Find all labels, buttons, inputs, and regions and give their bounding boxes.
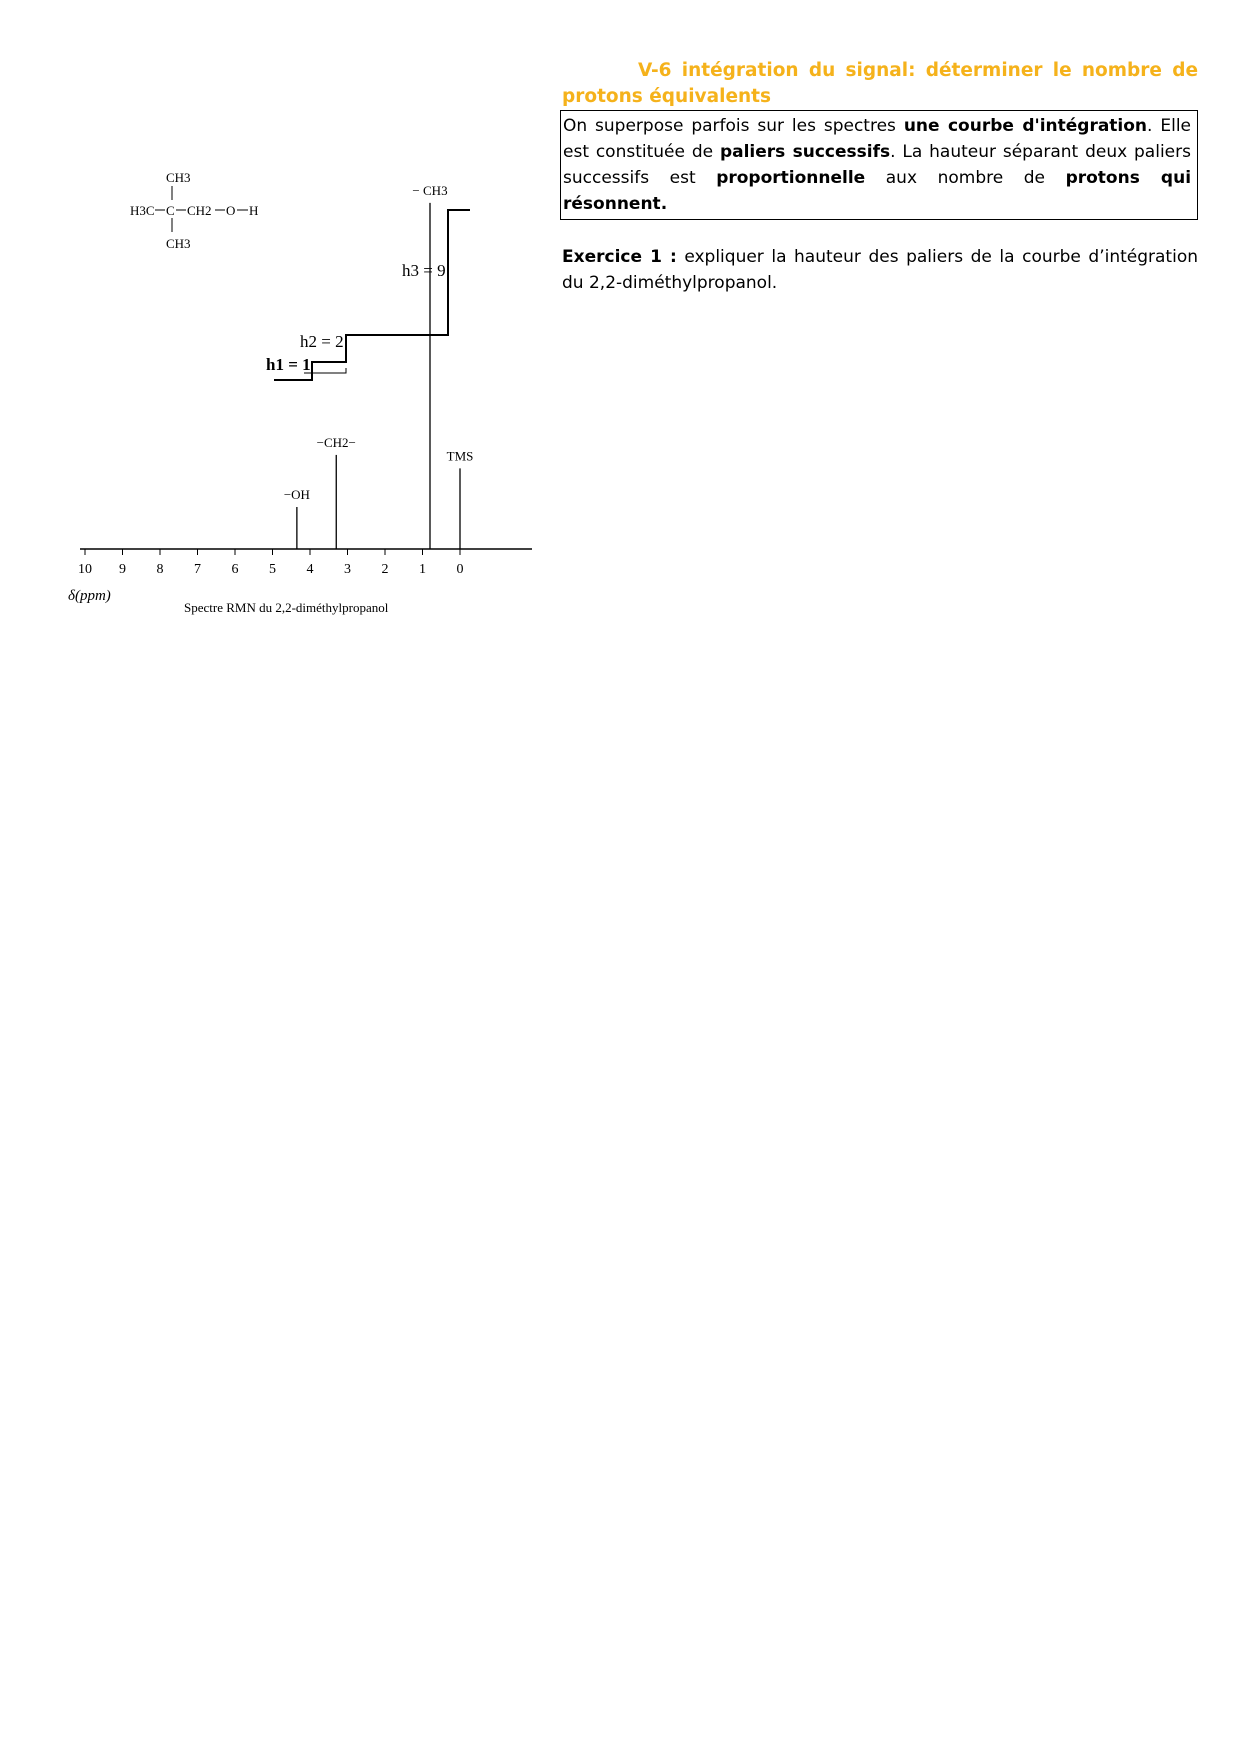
x-tick-label: 3 [344,562,351,577]
x-tick-label: 9 [119,562,126,577]
section-heading [562,58,1198,84]
x-tick-label: 1 [419,562,426,577]
definition-text: . [660,194,668,214]
definition-text: . La hauteur séparant deux paliers successifs est [563,142,1191,188]
molecule-o: O [226,203,236,218]
definition-text: On superpose parfois sur les spectres [563,116,904,136]
definition-box [560,110,1198,220]
nmr-spectrum-figure [60,100,550,640]
definition-bold: proportionnelle [716,168,866,188]
x-tick-label: 6 [231,562,239,577]
molecule-ch2: CH2 [187,203,212,218]
x-axis-label: δ(ppm) [68,588,111,604]
peak-label: −OH [283,487,310,502]
peak-label: TMS [446,448,474,464]
definition-bold: paliers successifs [719,142,891,162]
peak-label: − CH3 [412,182,448,198]
molecule-left-h3c: H3C [130,203,155,218]
x-tick-label: 8 [156,562,164,577]
x-tick-label: 5 [269,562,276,577]
integration-label-h3: h3 = 9 [402,261,446,280]
x-tick-label: 2 [381,562,389,577]
definition-bold: protons qui résonnent [563,168,1192,214]
section-heading-line1: V-6 intégration du signal: déterminer le nombre de [638,60,1198,81]
molecule-h: H [249,203,259,218]
integration-label-h2: h2 = 2 [300,332,344,351]
definition-bold: une courbe d'intégration [903,116,1148,136]
x-tick-label: 10 [78,562,92,577]
molecule-center-c: C [166,203,175,218]
molecule-bottom-ch3: CH3 [166,236,191,251]
x-tick-label: 4 [306,562,314,577]
integration-label-h1: h1 = 1 [266,355,311,374]
section-heading-line2: protons équivalents [562,86,772,107]
x-axis-ticks [78,549,464,577]
exercise-text: expliquer la hauteur des paliers de la courbe d’intégration du 2,2-diméthylpropanol. [562,247,1198,293]
exercise-label: Exercice 1 : [562,247,677,267]
chart-title: Spectre RMN du 2,2-diméthylpropanol [184,600,389,615]
definition-text: aux nombre de [865,168,1066,188]
definition-text: . Elle est constituée de [563,116,1191,162]
x-tick-label: 0 [456,562,464,577]
peak-label: −CH2− [316,434,356,450]
exercise-1 [562,244,1198,296]
molecule-structure [130,170,258,251]
x-tick-label: 7 [194,562,201,577]
text-column [562,58,1198,296]
molecule-top-ch3: CH3 [166,170,191,185]
